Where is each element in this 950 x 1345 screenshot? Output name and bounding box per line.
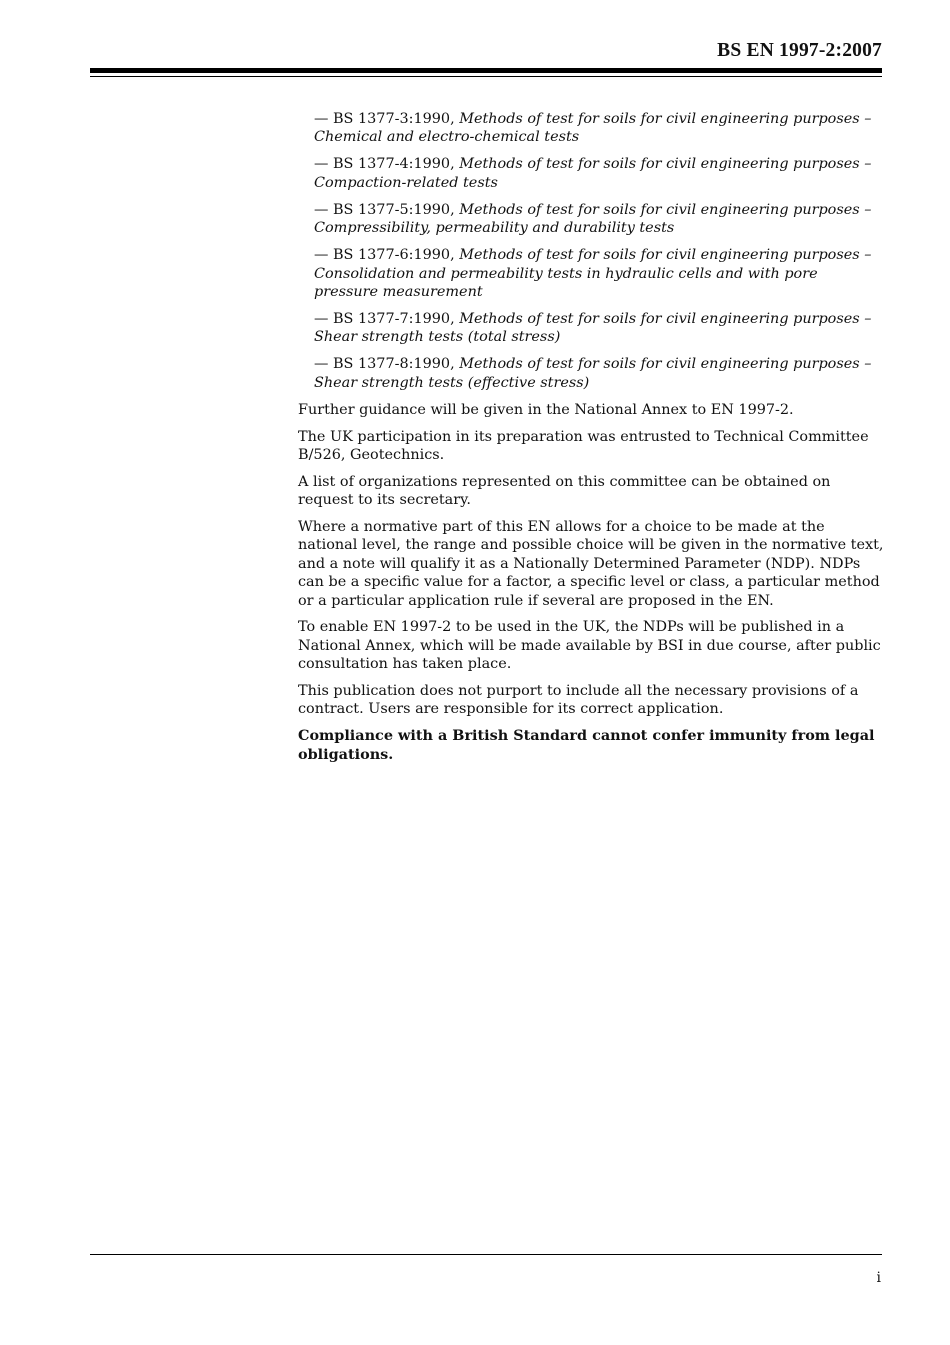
reference-item bbox=[314, 310, 886, 347]
header-rule-thin bbox=[90, 76, 882, 77]
reference-code: — BS 1377-3:1990, bbox=[314, 111, 460, 127]
reference-title: Methods of test for soils for civil engineering purposes – Shear strength tests (effective stress) bbox=[314, 356, 872, 391]
document-code: BS EN 1997-2:2007 bbox=[717, 40, 882, 61]
reference-code: — BS 1377-6:1990, bbox=[314, 247, 460, 264]
reference-code: — BS 1377-4:1990, bbox=[314, 156, 460, 173]
paragraph-committee: The UK participation in its preparation was entrusted to Technical Committee B/526, Geotechnics. bbox=[298, 428, 869, 464]
reference-code: — BS 1377-5:1990, bbox=[314, 201, 460, 218]
compliance-statement: Compliance with a British Standard cannot confer immunity from legal obligations. bbox=[298, 727, 875, 763]
reference-item bbox=[314, 155, 886, 192]
paragraph-disclaimer: This publication does not purport to include all the necessary provisions of a contract. Users are responsible for its correct application. bbox=[298, 683, 859, 718]
page-content bbox=[298, 110, 886, 772]
header-rule-thick bbox=[90, 68, 882, 73]
paragraph-national-annex: Further guidance will be given in the National Annex to EN 1997-2. bbox=[298, 401, 794, 418]
reference-list bbox=[298, 110, 886, 392]
reference-code: — BS 1377-7:1990, bbox=[314, 311, 460, 328]
reference-title: Methods of test for soils for civil engineering purposes – Chemical and electro-chemical tests bbox=[314, 111, 872, 146]
footer-rule bbox=[90, 1254, 882, 1255]
reference-code: — BS 1377-8:1990, bbox=[314, 356, 460, 373]
reference-title: Methods of test for soils for civil engineering purposes – Compaction-related tests bbox=[314, 156, 872, 191]
paragraph-ndp: Where a normative part of this EN allows for a choice to be made at the national level, the range and possible choice will be given in the normative text, and a note will qualify it as a Nationally Determined Parameter (NDP). NDPs can be a specific value for a factor, a specific level or class, a particular method or a particular application rule if several are proposed in the EN. bbox=[298, 519, 884, 609]
reference-item bbox=[314, 355, 886, 392]
reference-item bbox=[314, 201, 886, 238]
reference-title: Methods of test for soils for civil engineering purposes – Consolidation and permeability tests in hydraulic cells and with pore pressure measurement bbox=[314, 247, 872, 301]
reference-title: Methods of test for soils for civil engineering purposes – Shear strength tests (total stress) bbox=[314, 311, 872, 346]
reference-item bbox=[314, 246, 886, 301]
reference-title: Methods of test for soils for civil engineering purposes – Compressibility, permeability and durability tests bbox=[314, 201, 872, 237]
paragraph-uk-usage: To enable EN 1997-2 to be used in the UK, the NDPs will be published in a National Annex, which will be made available by BSI in due course, after public consultation has taken place. bbox=[298, 619, 881, 673]
reference-item bbox=[314, 110, 886, 147]
page-number: i bbox=[876, 1270, 881, 1286]
paragraph-organizations: A list of organizations represented on this committee can be obtained on request to its secretary. bbox=[298, 473, 831, 509]
